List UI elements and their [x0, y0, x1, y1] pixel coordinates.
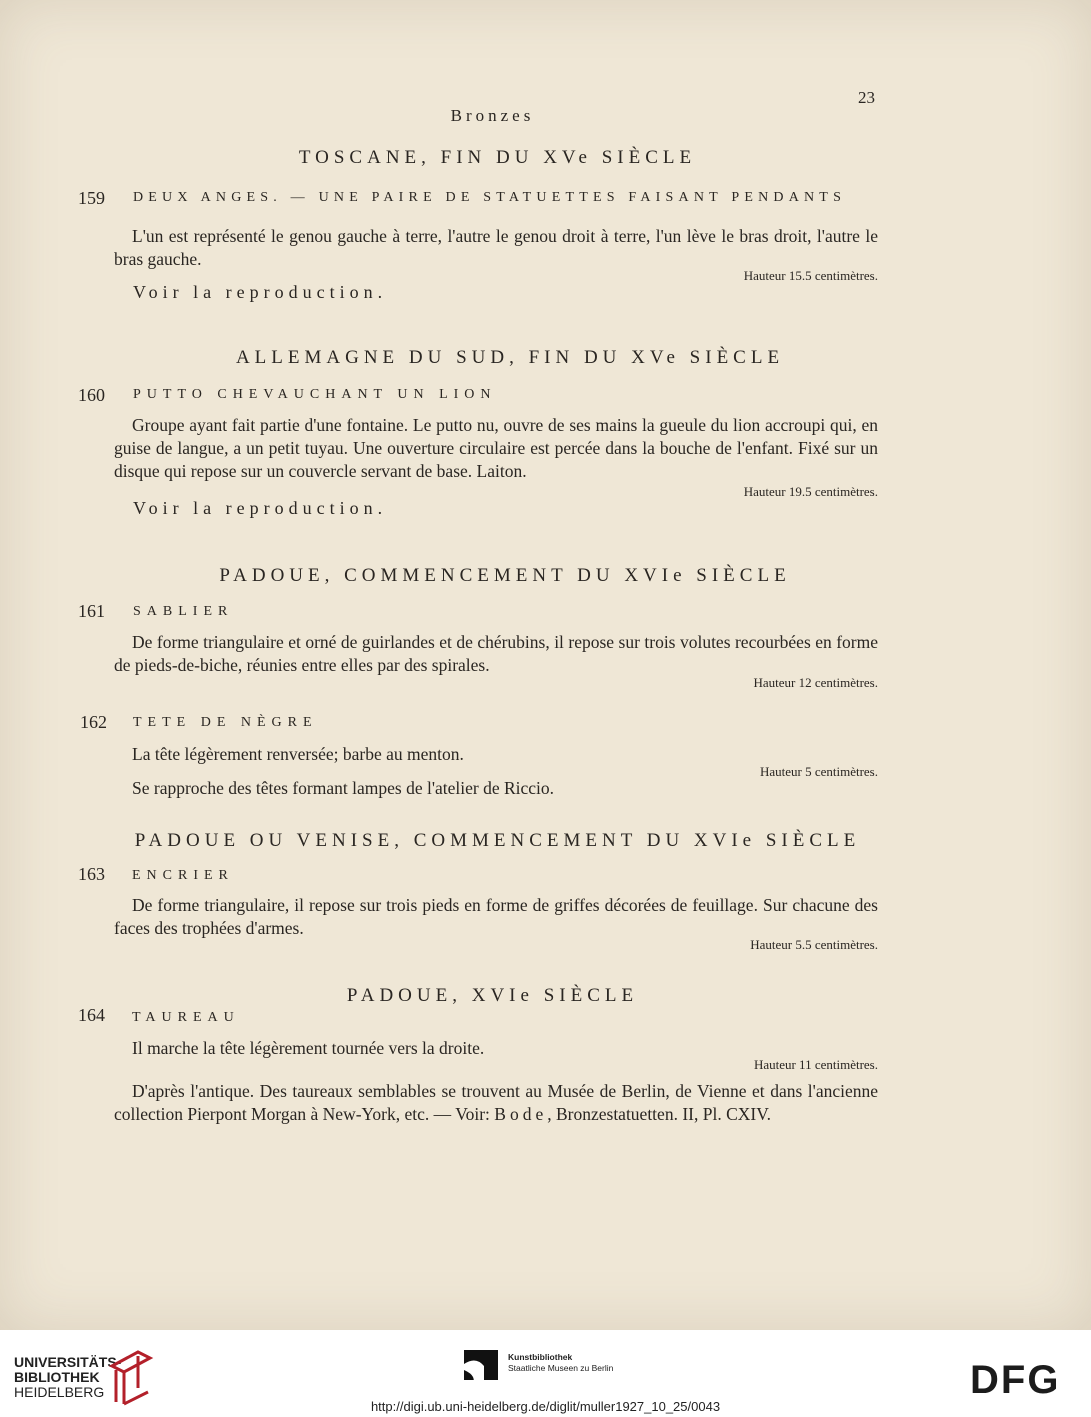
kb-line: Staatliche Museen zu Berlin — [508, 1363, 614, 1373]
entry-description: Il marche la tête légèrement tournée vers la droite. — [132, 1038, 485, 1058]
section-heading: TOSCANE, FIN DU XVe SIÈCLE — [298, 147, 697, 168]
entry-number: 159 — [78, 188, 105, 208]
entry-description: La tête légèrement renversée; barbe au menton. — [132, 744, 464, 764]
entry-description-text: De forme triangulaire, il repose sur trois pieds en forme de griffes décorées de feuillage. Sur chacune des faces des trophées d'armes. — [114, 895, 878, 938]
section-heading: PADOUE OU VENISE, COMMENCEMENT DU XVIe SIÈCLE — [134, 830, 861, 851]
entry-description-text: Groupe ayant fait partie d'une fontaine. Le putto nu, ouvre de ses mains la gueule du lion accroupi qui, en guise de langue, a un petit tuyau. Une ouverture circulaire est percée dans la bouche de l'enfant. Fixé sur un disque qui repose sur un couvercle servant de base. Laiton. — [114, 415, 878, 481]
section-heading: ALLEMAGNE DU SUD, FIN DU XVe SIÈCLE — [235, 347, 785, 368]
entry-height: Hauteur 5 centimètres. — [759, 764, 878, 779]
entry-number: 162 — [80, 712, 107, 732]
entry-description — [114, 225, 878, 271]
section-heading: PADOUE, COMMENCEMENT DU XVIe SIÈCLE — [219, 565, 791, 586]
section-heading: PADOUE, XVIe SIÈCLE — [346, 985, 639, 1006]
entry-title: DEUX ANGES. — UNE PAIRE DE STATUETTES FAISANT PENDANTS — [133, 190, 847, 205]
entry-description — [114, 894, 878, 940]
university-library-label — [14, 1355, 121, 1400]
entry-number: 164 — [78, 1005, 105, 1025]
uni-line: BIBLIOTHEK — [14, 1369, 100, 1385]
entry-height: Hauteur 5.5 centimètres. — [750, 937, 878, 952]
page-number: 23 — [858, 88, 875, 107]
kunstbibliothek-label — [508, 1352, 613, 1374]
note-text: D'après l'antique. Des taureaux semblables se trouvent au Musée de Berlin, de Vienne et dans l'ancienne collection Pierpont Morgan à New-York, etc. — Voir: — [114, 1081, 878, 1124]
kunstbibliothek-logo-icon — [464, 1350, 498, 1386]
entry-number: 163 — [78, 864, 105, 884]
entry-note: Voir la reproduction. — [133, 282, 388, 302]
source-url[interactable]: http://digi.ub.uni-heidelberg.de/diglit/muller1927_10_25/0043 — [370, 1399, 721, 1414]
entry-description-text: De forme triangulaire et orné de guirlandes et de chérubins, il repose sur trois volutes recourbées en forme de pieds-de-biche, réunies entre elles par des spirales. — [114, 632, 878, 675]
entry-description — [114, 631, 878, 677]
dfg-logo: DFG — [970, 1358, 1061, 1402]
uni-line: HEIDELBERG — [14, 1384, 105, 1400]
university-logo-icon — [108, 1348, 154, 1406]
entry-title: TETE DE NÈGRE — [133, 715, 318, 730]
entry-height: Hauteur 15.5 centimètres. — [743, 268, 878, 283]
entry-description-text: L'un est représenté le genou gauche à terre, l'autre le genou droit à terre, l'un lève le bras droit, l'autre le bras gauche. — [114, 226, 878, 269]
note-text: , Bronzestatuetten. II, Pl. CXIV. — [547, 1104, 771, 1124]
entry-height: Hauteur 19.5 centimètres. — [743, 484, 878, 499]
entry-note: Voir la reproduction. — [133, 498, 388, 518]
entry-title: TAUREAU — [132, 1010, 240, 1025]
entry-title: SABLIER — [133, 604, 234, 619]
uni-line: UNIVERSITÄTS- — [14, 1354, 122, 1370]
footer-bar — [0, 1330, 1091, 1417]
entry-number: 161 — [78, 601, 105, 621]
running-head: Bronzes — [450, 106, 535, 125]
entry-note: Se rapproche des têtes formant lampes de l'atelier de Riccio. — [132, 778, 555, 798]
entry-title: PUTTO CHEVAUCHANT UN LION — [133, 387, 497, 402]
entry-description — [114, 414, 878, 483]
entry-height: Hauteur 11 centimètres. — [753, 1057, 878, 1072]
entry-height: Hauteur 12 centimètres. — [753, 675, 878, 690]
kb-line: Kunstbibliothek — [508, 1352, 573, 1362]
entry-title: ENCRIER — [132, 868, 234, 883]
author-name: Bode — [494, 1104, 548, 1124]
entry-note — [114, 1080, 878, 1126]
entry-number: 160 — [78, 385, 105, 405]
